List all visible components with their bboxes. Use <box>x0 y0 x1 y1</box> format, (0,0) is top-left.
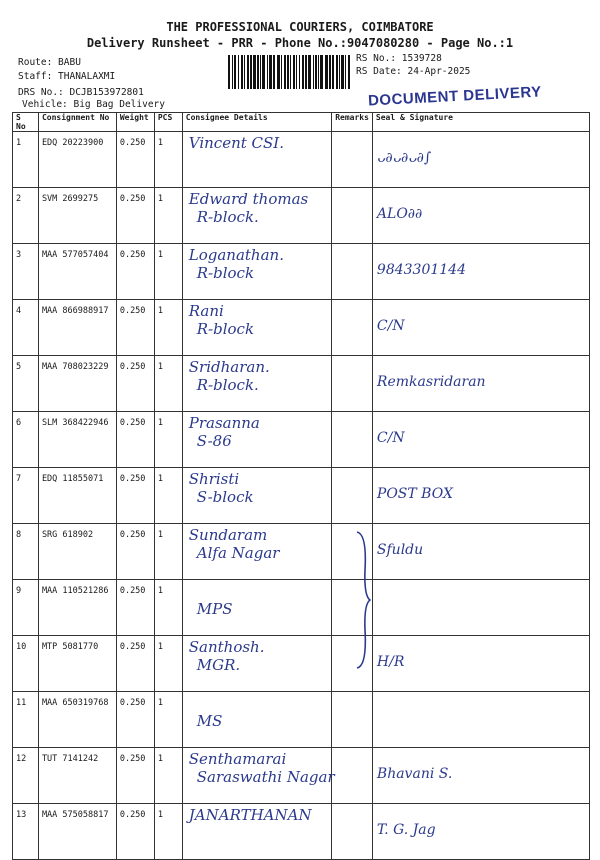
row-signature <box>372 692 589 748</box>
consignee-address: Alfa Nagar <box>196 544 280 562</box>
barcode-bar <box>232 55 233 89</box>
row-sno: 7 <box>13 468 39 524</box>
table-row <box>13 412 590 468</box>
rs-number: RS No.: 1539728 <box>356 53 442 64</box>
document-delivery-stamp: DOCUMENT DELIVERY <box>367 83 543 110</box>
consignee-name: Senthamarai <box>188 750 287 768</box>
consignee-address: Saraswathi Nagar <box>196 768 335 786</box>
row-pcs: 1 <box>154 356 182 412</box>
table-row <box>13 748 590 804</box>
row-remarks <box>332 468 373 524</box>
consignee-name: Santhosh. <box>188 638 265 656</box>
company-title: THE PROFESSIONAL COURIERS, COIMBATORE <box>166 20 434 34</box>
row-consignment-no: TUT 7141242 <box>38 748 116 804</box>
consignee-address: S-86 <box>196 432 232 450</box>
row-consignment-no: SLM 368422946 <box>38 412 116 468</box>
barcode-bar <box>247 55 249 89</box>
drs-label: DRS No.: DCJB153972801 <box>18 87 144 98</box>
row-sno: 13 <box>13 804 39 860</box>
barcode-bar <box>320 55 323 89</box>
row-weight: 0.250 <box>116 580 154 636</box>
row-sno: 2 <box>13 188 39 244</box>
row-consignment-no: MAA 575058817 <box>38 804 116 860</box>
row-consignment-no: MAA 110521286 <box>38 580 116 636</box>
barcode-bar <box>284 55 286 89</box>
table-row <box>13 804 590 860</box>
barcode-bar <box>257 55 259 89</box>
signature-text: Remkasridaran <box>376 374 486 390</box>
row-remarks <box>332 412 373 468</box>
row-signature <box>372 244 589 300</box>
row-sno: 8 <box>13 524 39 580</box>
barcode-bar <box>308 55 311 89</box>
consignee-address: MPS <box>196 600 233 618</box>
row-pcs: 1 <box>154 580 182 636</box>
row-consignee <box>182 412 331 468</box>
row-pcs: 1 <box>154 524 182 580</box>
row-signature <box>372 356 589 412</box>
row-consignment-no: MAA 577057404 <box>38 244 116 300</box>
row-consignment-no: MAA 650319768 <box>38 692 116 748</box>
consignee-address: R-block. <box>196 376 259 394</box>
barcode-bar <box>269 55 272 89</box>
row-signature <box>372 524 589 580</box>
signature-text: ᴗ∂ᴗ∂ᴗ∂∫ <box>376 150 432 166</box>
row-remarks <box>332 244 373 300</box>
row-pcs: 1 <box>154 468 182 524</box>
signature-text: C/N <box>376 318 405 334</box>
row-consignment-no: MAA 708023229 <box>38 356 116 412</box>
row-remarks <box>332 748 373 804</box>
row-consignee <box>182 748 335 804</box>
row-consignee <box>182 524 331 580</box>
barcode-bar <box>339 55 340 89</box>
barcode-bar <box>228 55 230 89</box>
row-sno: 5 <box>13 356 39 412</box>
row-weight: 0.250 <box>116 804 154 860</box>
table-header-row <box>13 113 590 132</box>
signature-text: POST BOX <box>376 486 453 502</box>
bracket-mark <box>355 530 371 670</box>
row-consignee <box>182 636 331 692</box>
row-sno: 9 <box>13 580 39 636</box>
barcode-bar <box>234 55 236 89</box>
runsheet-title: Delivery Runsheet - PRR - Phone No.:9047080280 - Page No.:1 <box>86 36 514 50</box>
consignee-name: Edward thomas <box>188 190 309 208</box>
barcode-bar <box>341 55 344 89</box>
barcode-bar <box>305 55 307 89</box>
barcode-bar <box>267 55 268 89</box>
barcode-bar <box>293 55 295 89</box>
barcode-bar <box>318 55 319 89</box>
barcode-bar <box>325 55 328 89</box>
row-weight: 0.250 <box>116 412 154 468</box>
row-consignee <box>182 692 331 748</box>
consignee-name: Shristi <box>188 470 240 488</box>
staff-label: Staff: THANALAXMI <box>18 71 116 82</box>
row-consignee <box>182 356 331 412</box>
row-pcs: 1 <box>154 412 182 468</box>
row-signature <box>372 468 589 524</box>
table-row <box>13 524 590 580</box>
row-remarks <box>332 188 373 244</box>
consignee-name: Sridharan. <box>188 358 270 376</box>
signature-text: ALO∂∂ <box>376 206 423 222</box>
row-consignment-no: MAA 866988917 <box>38 300 116 356</box>
row-consignment-no: SVM 2699275 <box>38 188 116 244</box>
row-weight: 0.250 <box>116 132 154 188</box>
barcode-bar <box>290 55 291 89</box>
row-consignee <box>182 804 331 860</box>
consignee-address: MS <box>196 712 223 730</box>
table-row <box>13 300 590 356</box>
row-consignee <box>182 300 331 356</box>
row-remarks <box>332 132 373 188</box>
barcode-bar <box>332 55 334 89</box>
runsheet-table <box>12 112 590 860</box>
row-sno: 11 <box>13 692 39 748</box>
barcode-bar <box>313 55 314 89</box>
row-sno: 6 <box>13 412 39 468</box>
row-sno: 10 <box>13 636 39 692</box>
consignee-address: S-block <box>196 488 254 506</box>
table-row <box>13 188 590 244</box>
barcode-bar <box>296 55 297 89</box>
barcode-bar <box>302 55 304 89</box>
row-signature <box>372 748 589 804</box>
row-pcs: 1 <box>154 804 182 860</box>
row-consignee <box>182 132 331 188</box>
barcode-bar <box>277 55 280 89</box>
barcode-bar <box>345 55 346 89</box>
table-row <box>13 244 590 300</box>
barcode-bar <box>241 55 243 89</box>
barcode-bar <box>348 55 350 89</box>
row-pcs: 1 <box>154 132 182 188</box>
col-weight: Weight <box>116 113 154 132</box>
row-signature <box>372 580 589 636</box>
row-pcs: 1 <box>154 188 182 244</box>
barcode-bar <box>287 55 289 89</box>
row-consignment-no: EDQ 11855071 <box>38 468 116 524</box>
consignee-name: JANARTHANAN <box>188 806 312 824</box>
row-remarks <box>332 300 373 356</box>
table-row <box>13 580 590 636</box>
barcode-bar <box>329 55 331 89</box>
route-label: Route: BABU <box>18 57 81 68</box>
row-remarks <box>332 692 373 748</box>
row-signature <box>372 300 589 356</box>
row-weight: 0.250 <box>116 748 154 804</box>
row-consignee <box>182 244 331 300</box>
consignee-name: Sundaram <box>188 526 268 544</box>
barcode-bar <box>273 55 275 89</box>
barcode-bar <box>315 55 317 89</box>
row-weight: 0.250 <box>116 692 154 748</box>
signature-text: Sfuldu <box>376 542 424 558</box>
row-weight: 0.250 <box>116 636 154 692</box>
row-signature <box>372 188 589 244</box>
row-consignee <box>182 580 331 636</box>
barcode-bar <box>253 55 256 89</box>
table-row <box>13 132 590 188</box>
barcode-bar <box>244 55 245 89</box>
row-signature <box>372 412 589 468</box>
row-signature <box>372 636 589 692</box>
col-consignment: Consignment No <box>38 113 116 132</box>
consignee-address: MGR. <box>196 656 241 674</box>
row-consignee <box>182 468 331 524</box>
consignee-name: Prasanna <box>188 414 260 432</box>
col-remarks: Remarks <box>332 113 373 132</box>
row-pcs: 1 <box>154 300 182 356</box>
col-pcs: PCS <box>154 113 182 132</box>
row-weight: 0.250 <box>116 188 154 244</box>
row-weight: 0.250 <box>116 244 154 300</box>
row-remarks <box>332 804 373 860</box>
signature-text: Bhavani S. <box>376 766 453 782</box>
barcode-bar <box>250 55 252 89</box>
barcode-bar <box>260 55 261 89</box>
signature-text: C/N <box>376 430 405 446</box>
barcode-bar <box>299 55 300 89</box>
signature-text: T. G. Jag <box>376 822 436 838</box>
row-weight: 0.250 <box>116 356 154 412</box>
barcode-bar <box>262 55 265 89</box>
col-sno: S No <box>13 113 39 132</box>
row-sno: 4 <box>13 300 39 356</box>
signature-text: 9843301144 <box>376 262 466 278</box>
consignee-name: Vincent CSI. <box>188 134 284 152</box>
row-pcs: 1 <box>154 692 182 748</box>
vehicle-label: Vehicle: Big Bag Delivery <box>22 99 165 110</box>
table-row <box>13 468 590 524</box>
row-sno: 3 <box>13 244 39 300</box>
consignee-address: R-block <box>196 320 255 338</box>
row-pcs: 1 <box>154 748 182 804</box>
consignee-name: Rani <box>188 302 224 320</box>
barcode-bar <box>281 55 282 89</box>
row-consignment-no: EDQ 20223900 <box>38 132 116 188</box>
row-consignment-no: MTP 5081770 <box>38 636 116 692</box>
consignee-address: R-block <box>196 264 255 282</box>
barcode-bar <box>336 55 338 89</box>
barcode-bar <box>238 55 239 89</box>
col-signature: Seal & Signature <box>372 113 589 132</box>
row-weight: 0.250 <box>116 300 154 356</box>
row-signature <box>372 804 589 860</box>
row-pcs: 1 <box>154 636 182 692</box>
consignee-name: Loganathan. <box>188 246 284 264</box>
row-sno: 1 <box>13 132 39 188</box>
consignee-address: R-block. <box>196 208 259 226</box>
col-consignee: Consignee Details <box>182 113 331 132</box>
row-remarks <box>332 356 373 412</box>
row-weight: 0.250 <box>116 524 154 580</box>
row-pcs: 1 <box>154 244 182 300</box>
row-sno: 12 <box>13 748 39 804</box>
row-signature <box>372 132 589 188</box>
table-row <box>13 636 590 692</box>
barcode-image <box>228 55 350 89</box>
signature-text: H/R <box>376 654 405 670</box>
rs-date: RS Date: 24-Apr-2025 <box>356 66 471 77</box>
table-row <box>13 692 590 748</box>
table-row <box>13 356 590 412</box>
row-weight: 0.250 <box>116 468 154 524</box>
row-consignment-no: SRG 618902 <box>38 524 116 580</box>
row-consignee <box>182 188 331 244</box>
